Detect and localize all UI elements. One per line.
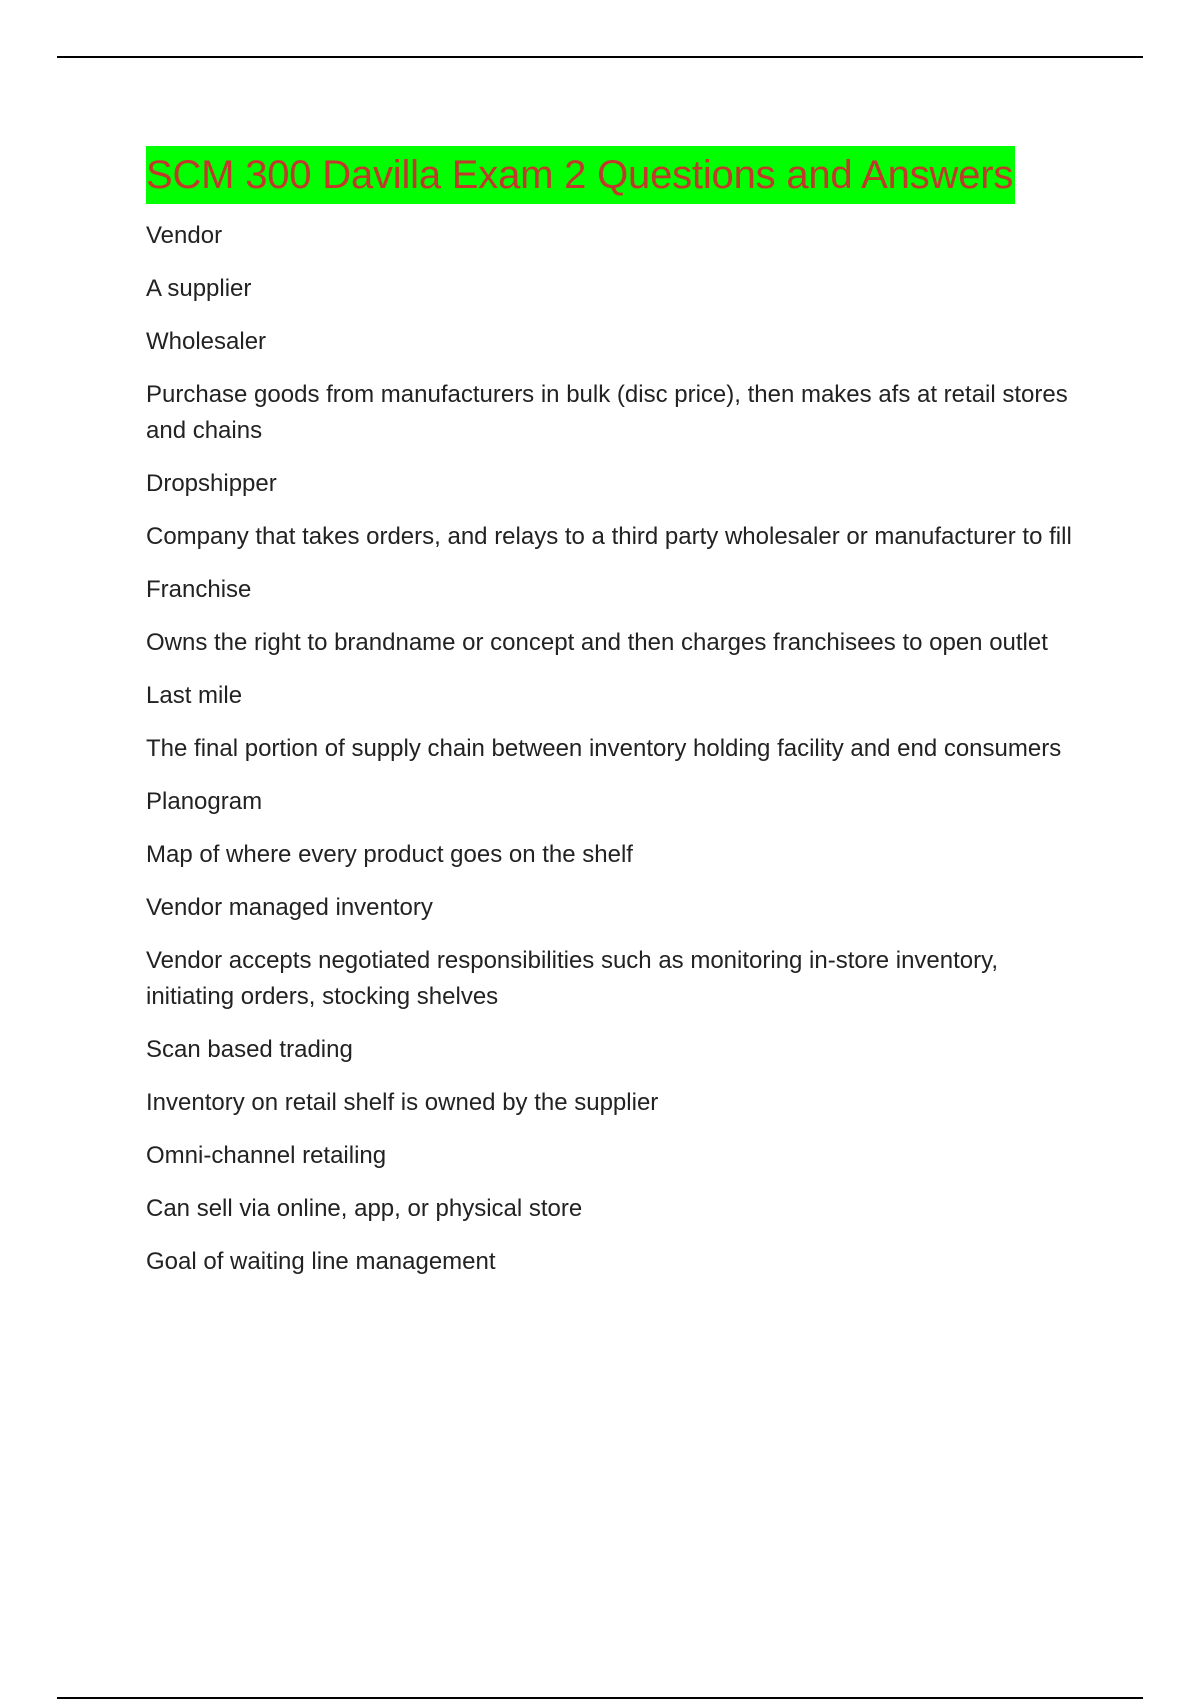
term-last-mile: Last mile	[146, 682, 243, 709]
definition-vendor: A supplier	[146, 275, 252, 302]
definition-omni-channel-retailing: Can sell via online, app, or physical store	[146, 1195, 583, 1222]
definition-franchise: Owns the right to brandname or concept and then charges franchisees to open outlet	[146, 629, 1048, 656]
qa-list	[146, 218, 1086, 1280]
term-omni-channel-retailing: Omni-channel retailing	[146, 1142, 387, 1169]
definition-scan-based-trading: Inventory on retail shelf is owned by the supplier	[146, 1089, 659, 1116]
term-scan-based-trading: Scan based trading	[146, 1036, 353, 1063]
term-wholesaler: Wholesaler	[146, 328, 267, 355]
page-title: SCM 300 Davilla Exam 2 Questions and Answers	[146, 153, 1014, 197]
term-goal-of-waiting-line-management: Goal of waiting line management	[146, 1248, 496, 1275]
term-vendor: Vendor	[146, 222, 223, 249]
definition-vendor-managed-inventory: Vendor accepts negotiated responsibilities such as monitoring in-store inventory, initiating orders, stocking shelves	[146, 947, 999, 1010]
top-rule	[57, 56, 1143, 58]
title-highlight	[146, 146, 1015, 204]
definition-planogram: Map of where every product goes on the shelf	[146, 841, 633, 868]
definition-last-mile: The final portion of supply chain between inventory holding facility and end consumers	[146, 735, 1062, 762]
definition-dropshipper: Company that takes orders, and relays to a third party wholesaler or manufacturer to fill	[146, 523, 1072, 550]
document-body	[146, 146, 1086, 1297]
term-franchise: Franchise	[146, 576, 252, 603]
term-vendor-managed-inventory: Vendor managed inventory	[146, 894, 433, 921]
term-dropshipper: Dropshipper	[146, 470, 277, 497]
definition-wholesaler: Purchase goods from manufacturers in bulk (disc price), then makes afs at retail stores and chains	[146, 381, 1068, 444]
term-planogram: Planogram	[146, 788, 263, 815]
bottom-rule	[57, 1697, 1143, 1699]
